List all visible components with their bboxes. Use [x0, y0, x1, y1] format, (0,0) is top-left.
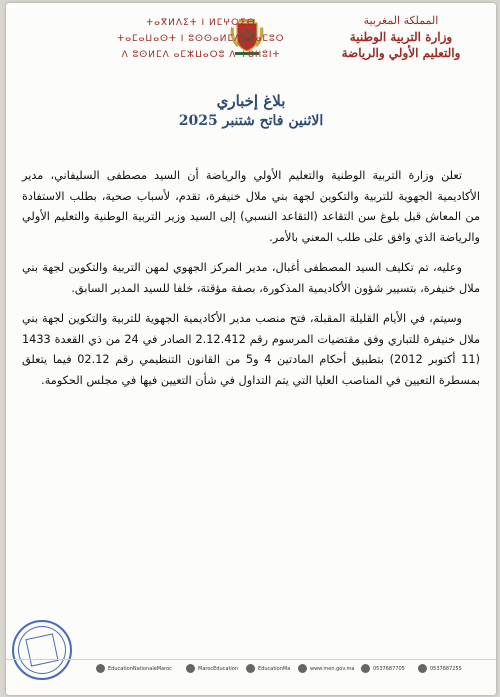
letterhead-arabic-line: وزارة التربية الوطنية — [349, 30, 453, 44]
footer-item[interactable] — [246, 664, 290, 673]
document-page — [6, 3, 496, 695]
footer-item-text: EducationMa — [258, 665, 291, 672]
announcement-title — [6, 91, 496, 131]
letterhead-tifinagh-line: ⵜⴰⵎⴰⵡⴰⵙⵜ ⵏ ⵓⵙⵙⴰⵍⵎⴷ ⴰⵏⴰⵎⵓⵔ — [117, 34, 285, 44]
footer-item-text: 0537687255 — [430, 665, 462, 672]
footer-item[interactable] — [298, 664, 354, 673]
title-line: بلاغ إخباري — [216, 92, 286, 110]
footer-item-text: MarocEducation — [198, 665, 239, 672]
letterhead — [6, 3, 496, 65]
footer-item-text: EducationNationaleMaroc — [108, 665, 172, 672]
letterhead-arabic-line: المملكة المغربية — [363, 14, 439, 27]
letterhead-arabic-line: والتعليم الأولي والرياضة — [341, 46, 461, 60]
paragraph: تعلن وزارة التربية الوطنية والتعليم الأولي والرياضة أن السيد مصطفى السليفاني، مدير الأكاديمية الجهوية للتربية والتكوين لجهة بني ملال خنيفرة، تقدم، لأسباب صحية، بطلب الاستفادة من المعاش قبل بلوغ سن التقاعد (التقاعد النسبي) إلى السيد وزير التربية الوطنية والتعليم الأولي والرياضة الذي وافق على طلب المعني بالأمر. — [22, 169, 480, 244]
instagram-icon — [246, 664, 255, 673]
footer-item — [361, 664, 405, 673]
footer-item[interactable] — [186, 664, 238, 673]
letterhead-tifinagh — [116, 15, 286, 63]
facebook-icon — [96, 664, 105, 673]
paragraph: وسيتم، في الأيام القليلة المقبلة، فتح منصب مدير الأكاديمية الجهوية للتربية والتكوين لجهة بني ملال خنيفرة للتباري وفق مقتضيات المرسوم رقم 2.12.412 الصادر في 24 من ذي القعدة 1433 (11 أكتوبر 2012) بتطبيق أحكام المادتين 4 و5 من القانون التنظيمي رقم 02.12 فيما يتعلق بمسطرة التعيين في المناصب العليا التي يتم التداول في شأن التعيين فيها في مجلس الحكومة. — [22, 312, 480, 387]
footer-item-text: www.men.gov.ma — [310, 665, 355, 672]
letterhead-tifinagh-line: ⴷ ⵓⵙⵍⵎⴷ ⴰⵎⵣⵡⴰⵔⵓ ⴷ ⵜⵓⵏⵏⵓⵏⵜ — [121, 50, 281, 60]
footer-item-text: 0537687705 — [373, 665, 405, 672]
paragraph: وعليه، تم تكليف السيد المصطفى أغبال، مدير المركز الجهوي لمهن التربية والتكوين لجهة بني ملال خنيفرة، بتسيير شؤون الأكاديمية المذكورة، بصفة مؤقتة، خلفا للسيد المدير السابق. — [22, 261, 480, 295]
globe-icon — [298, 664, 307, 673]
footer-item[interactable] — [96, 664, 172, 673]
announcement-body — [22, 166, 480, 401]
fax-icon — [418, 664, 427, 673]
twitter-icon — [186, 664, 195, 673]
date-line: الاثنين فاتح شتنبر 2025 — [178, 113, 324, 129]
footer-item — [418, 664, 462, 673]
phone-icon — [361, 664, 370, 673]
letterhead-tifinagh-line: ⵜⴰⴳⵍⴷⵉⵜ ⵏ ⵍⵎⵖⵔⵉⴱ — [146, 18, 256, 28]
letterhead-arabic — [316, 13, 486, 61]
